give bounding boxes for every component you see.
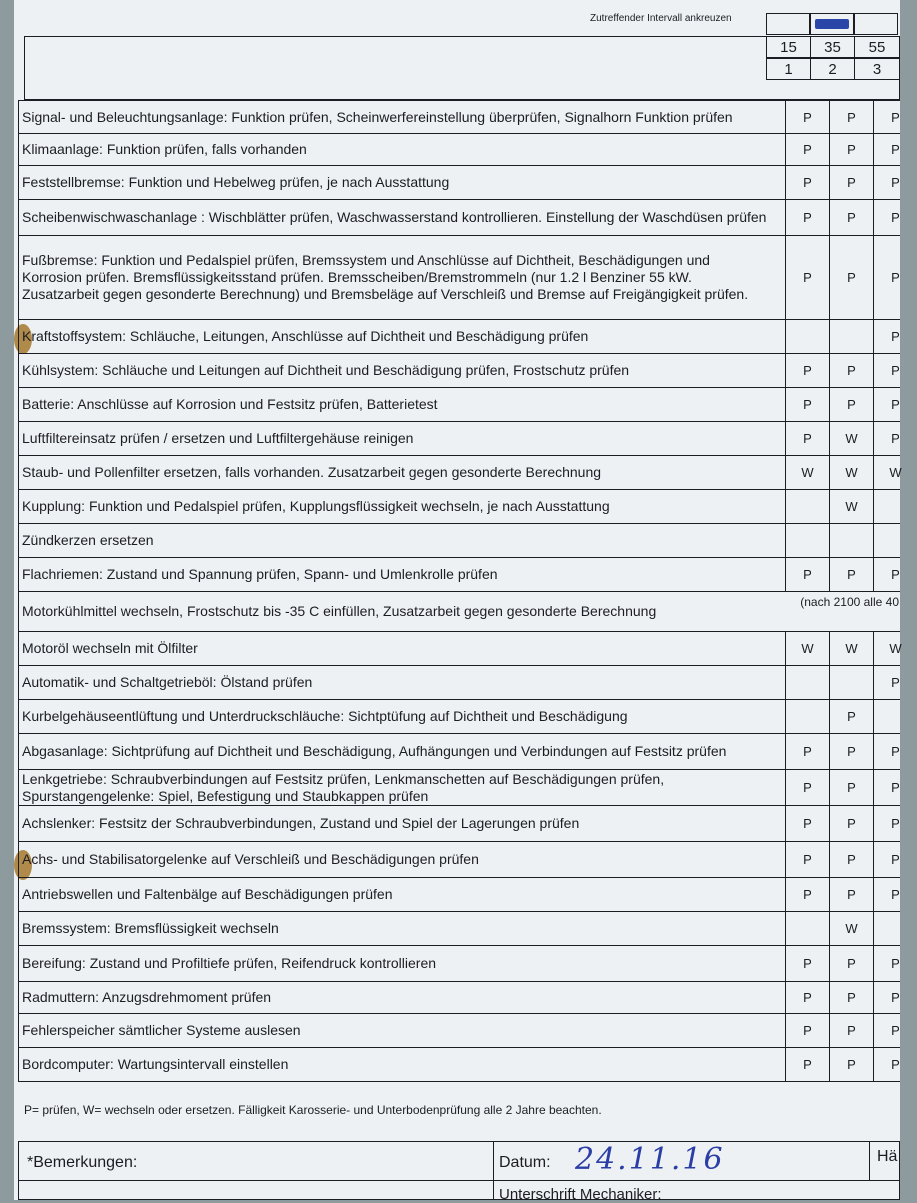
interval-mark-2[interactable]: P [829,1048,873,1081]
task-text: Automatik- und Schaltgetrieböl: Ölstand prüfen [22,674,313,690]
interval-mark-2[interactable]: P [829,982,873,1013]
interval-mark-1[interactable] [785,700,829,733]
table-row [18,388,900,422]
interval-mark-3[interactable]: P [873,734,917,769]
task-text: Kurbelgehäuseentlüftung und Unterdruckschläuche: Sichtptüfung auf Dichtheit und Beschädigung [22,708,628,724]
task-text: Radmuttern: Anzugsdrehmoment prüfen [22,989,272,1005]
corner-text: Hä [877,1148,898,1165]
task-text: Achslenker: Festsitz der Schraubverbindungen, Zustand und Spiel der Lagerungen prüfen [22,815,580,831]
table-row [18,700,900,734]
remarks-label: *Bemerkungen: [27,1154,138,1171]
interval-mark-3[interactable]: P [873,388,917,421]
interval-35: 35 [810,36,855,58]
table-row [18,134,900,166]
interval-mark-3[interactable] [873,490,917,523]
interval-mark-1[interactable]: P [785,236,829,319]
interval-mark-3[interactable] [873,524,917,557]
interval-mark-2[interactable]: P [829,388,873,421]
task-text: Zündkerzen ersetzen [22,532,154,548]
interval-mark-3[interactable]: P [873,842,917,877]
task-text: Bremssystem: Bremsflüssigkeit wechseln [22,920,279,936]
date-label: Datum: [499,1154,551,1171]
interval-mark-1[interactable] [785,666,829,699]
task-text: Motorkühlmittel wechseln, Frostschutz bis -35 C einfüllen, Zusatzarbeit gegen gesonderte Berechnung [22,603,657,619]
divider [493,1142,494,1199]
table-row [18,558,900,592]
interval-mark-1[interactable]: P [785,878,829,911]
interval-number-3: 3 [854,58,900,80]
interval-mark-2[interactable]: P [829,734,873,769]
interval-mark-2[interactable]: P [829,354,873,387]
footer-box [18,1141,900,1203]
interval-mark-1[interactable]: P [785,354,829,387]
divider [869,1142,870,1180]
interval-checkbox-1[interactable] [766,13,810,35]
interval-mark-2[interactable]: W [829,456,873,489]
table-row [18,592,900,632]
interval-mark-2[interactable]: P [829,946,873,981]
task-text: Scheibenwischwaschanlage : Wischblätter prüfen, Waschwasserstand kontrollieren. Einstellung der Waschdüsen prüfen [22,209,767,225]
interval-mark-1[interactable]: P [785,770,829,805]
date-value[interactable]: 24.11.16 [575,1142,725,1177]
interval-checkbox-2[interactable] [810,13,854,35]
interval-mark-2[interactable]: P [829,200,873,235]
table-row [18,878,900,912]
interval-mark-2[interactable]: W [829,422,873,455]
interval-mark-3[interactable]: P [873,320,917,353]
interval-55: 55 [854,36,900,58]
interval-mark-1[interactable]: P [785,558,829,591]
interval-mark-3[interactable]: P [873,1048,917,1081]
interval-number-2: 2 [810,58,855,80]
interval-mark-1[interactable]: P [785,946,829,981]
interval-mark-1[interactable]: W [785,456,829,489]
interval-mark-2[interactable]: P [829,101,873,133]
task-text: Feststellbremse: Funktion und Hebelweg prüfen, je nach Ausstattung [22,174,450,190]
interval-mark-3[interactable]: P [873,806,917,841]
interval-mark-2[interactable]: P [829,558,873,591]
interval-mark-3[interactable]: P [873,982,917,1013]
interval-mark-1[interactable] [785,320,829,353]
interval-mark-3[interactable]: P [873,666,917,699]
table-row [18,842,900,878]
interval-mark-2[interactable] [829,320,873,353]
divider [19,1180,899,1181]
task-text: Lenkgetriebe: Schraubverbindungen auf Festsitz prüfen, Lenkmanschetten auf Beschädigungen prüfen, Spurstangengelenke: Spiel, Befestigung und Staubkappen prüfen [22,770,665,804]
interval-mark-2[interactable]: P [829,166,873,199]
interval-mark-1[interactable]: W [785,632,829,665]
task-text: Abgasanlage: Sichtprüfung auf Dichtheit und Beschädigung, Aufhängungen und Verbindungen auf Festsitz prüfen [22,743,727,759]
table-row [18,632,900,666]
interval-mark-3[interactable] [873,700,917,733]
task-text: Luftfiltereinsatz prüfen / ersetzen und Luftfiltergehäuse reinigen [22,430,414,446]
task-text: Motoröl wechseln mit Ölfilter [22,640,198,656]
interval-mark-2[interactable]: P [829,770,873,805]
interval-note: (nach 2100 alle 40 [800,595,899,609]
interval-mark-2[interactable]: P [829,878,873,911]
interval-mark-3[interactable]: P [873,878,917,911]
interval-mark-1[interactable] [785,524,829,557]
task-text: Bordcomputer: Wartungsintervall einstellen [22,1056,289,1072]
interval-mark-1[interactable]: P [785,200,829,235]
blue-stamp-mark [815,19,849,29]
interval-15: 15 [766,36,811,58]
table-row [18,770,900,806]
table-row [18,946,900,982]
interval-mark-3[interactable]: P [873,101,917,133]
task-text: Bereifung: Zustand und Profiltiefe prüfen, Reifendruck kontrollieren [22,955,437,971]
task-text: Flachriemen: Zustand und Spannung prüfen, Spann- und Umlenkrolle prüfen [22,566,498,582]
interval-mark-3[interactable]: P [873,166,917,199]
task-text: Fußbremse: Funktion und Pedalspiel prüfen, Bremssystem und Anschlüsse auf Dichtheit, Beschädigungen und Korrosion prüfen. Bremsflüssigkeitsstand prüfen. Bremsscheiben/Bremstrommeln (nur 1.2 l Benziner 55 kW. Zusatzarbeit gegen gesonderte Berechnung) und Bremsbeläge auf Verschleiß und Bremse auf Freigängigkeit prüfen. [22,252,749,302]
task-text: Fehlerspeicher sämtlicher Systeme auslesen [22,1022,301,1038]
task-text: Kraftstoffsystem: Schläuche, Leitungen, Anschlüsse auf Dichtheit und Beschädigung prüfen [22,328,589,344]
interval-mark-1[interactable]: P [785,842,829,877]
interval-mark-2[interactable] [829,666,873,699]
interval-mark-2[interactable]: P [829,700,873,733]
interval-mark-3[interactable] [873,912,917,945]
interval-mark-3[interactable]: P [873,236,917,319]
interval-mark-1[interactable] [785,912,829,945]
task-text: Klimaanlage: Funktion prüfen, falls vorhanden [22,141,307,157]
interval-number-1: 1 [766,58,811,80]
interval-mark-3[interactable]: P [873,354,917,387]
interval-mark-2[interactable]: W [829,912,873,945]
interval-mark-1[interactable]: P [785,806,829,841]
interval-mark-1[interactable]: P [785,734,829,769]
interval-mark-1[interactable]: P [785,388,829,421]
legend: P= prüfen, W= wechseln oder ersetzen. Fälligkeit Karosserie- und Unterbodenprüfung alle 2 Jahre beachten. [24,1103,602,1117]
signature-label: Unterschrift Mechaniker: [499,1186,662,1203]
table-row [18,1014,900,1048]
interval-mark-1[interactable]: P [785,1048,829,1081]
interval-mark-2[interactable]: W [829,490,873,523]
interval-mark-3[interactable]: P [873,558,917,591]
table-row [18,806,900,842]
interval-mark-3[interactable]: P [873,200,917,235]
task-text: Achs- und Stabilisatorgelenke auf Verschleiß und Beschädigungen prüfen [22,851,479,867]
interval-mark-3[interactable]: P [873,1014,917,1047]
interval-mark-3[interactable]: P [873,134,917,165]
interval-mark-1[interactable]: P [785,422,829,455]
interval-mark-3[interactable]: W [873,456,917,489]
task-text: Kupplung: Funktion und Pedalspiel prüfen, Kupplungsflüssigkeit wechseln, je nach Ausstattung [22,498,610,514]
interval-mark-1[interactable]: P [785,982,829,1013]
interval-checkbox-3[interactable] [854,13,898,35]
table-row [18,490,900,524]
task-text: Antriebswellen und Faltenbälge auf Beschädigungen prüfen [22,886,393,902]
table-row [18,320,900,354]
table-row [18,166,900,200]
interval-mark-1[interactable]: P [785,166,829,199]
interval-mark-1[interactable]: P [785,134,829,165]
interval-mark-3[interactable]: P [873,946,917,981]
interval-mark-1[interactable] [785,490,829,523]
table-row [18,734,900,770]
interval-hint: Zutreffender Intervall ankreuzen [590,13,732,24]
table-row [18,982,900,1014]
table-row [18,100,900,134]
task-text: Batterie: Anschlüsse auf Korrosion und Festsitz prüfen, Batterietest [22,396,438,412]
table-row [18,1048,900,1082]
interval-mark-3[interactable]: P [873,422,917,455]
task-text: Signal- und Beleuchtungsanlage: Funktion prüfen, Scheinwerfereinstellung überprüfen, Signalhorn Funktion prüfen [22,108,733,125]
task-text: Kühlsystem: Schläuche und Leitungen auf Dichtheit und Beschädigung prüfen, Frostschutz prüfen [22,362,630,378]
interval-mark-2[interactable] [829,524,873,557]
interval-mark-2[interactable]: P [829,134,873,165]
task-text: Staub- und Pollenfilter ersetzen, falls vorhanden. Zusatzarbeit gegen gesonderte Berechnung [22,464,602,480]
table-row [18,666,900,700]
table-row [18,456,900,490]
interval-mark-3[interactable]: W [873,632,917,665]
interval-mark-1[interactable]: P [785,1014,829,1047]
table-row [18,524,900,558]
interval-mark-2[interactable]: P [829,806,873,841]
interval-mark-2[interactable]: P [829,236,873,319]
table-row [18,422,900,456]
interval-mark-2[interactable]: P [829,842,873,877]
interval-mark-2[interactable]: P [829,1014,873,1047]
interval-mark-2[interactable]: W [829,632,873,665]
interval-mark-1[interactable]: P [785,101,829,133]
table-row [18,236,900,320]
table-row [18,354,900,388]
interval-mark-3[interactable]: P [873,770,917,805]
table-row [18,200,900,236]
table-row [18,912,900,946]
